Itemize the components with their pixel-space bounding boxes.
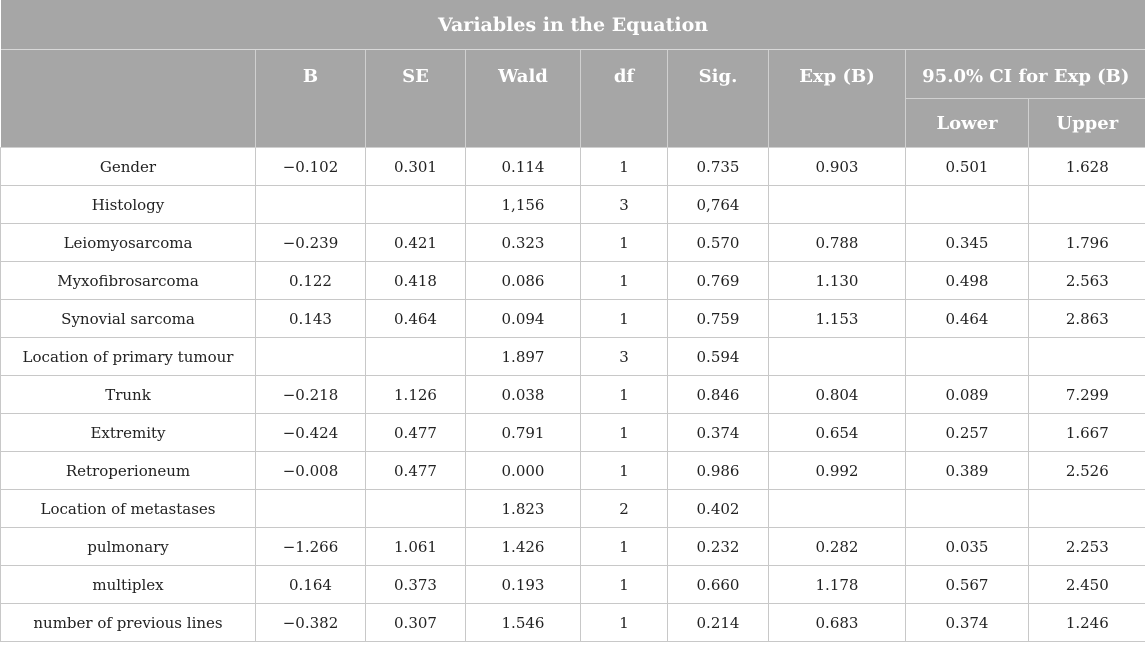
table-row (1, 376, 1145, 414)
table-row (1, 566, 1145, 604)
cell-df: 1 (581, 300, 668, 338)
cell-ci-upper (1029, 490, 1145, 528)
cell-ci-upper (1029, 186, 1145, 224)
header-b: B (256, 50, 366, 148)
cell-sig: 0.402 (668, 490, 769, 528)
cell-exp-b: 0.804 (769, 376, 906, 414)
cell-wald: 0.000 (466, 452, 581, 490)
table-row (1, 414, 1145, 452)
row-label: Trunk (1, 376, 256, 414)
cell-df: 1 (581, 528, 668, 566)
cell-se: 0.477 (366, 452, 466, 490)
cell-b: 0.164 (256, 566, 366, 604)
cell-exp-b: 0.683 (769, 604, 906, 642)
cell-se: 0.373 (366, 566, 466, 604)
cell-se: 0.307 (366, 604, 466, 642)
cell-wald: 0.114 (466, 148, 581, 186)
cell-ci-lower: 0.089 (906, 376, 1029, 414)
row-label: number of previous lines (1, 604, 256, 642)
cell-se (366, 338, 466, 376)
cell-b (256, 338, 366, 376)
cell-wald: 1.426 (466, 528, 581, 566)
cell-df: 1 (581, 148, 668, 186)
cell-sig: 0.232 (668, 528, 769, 566)
header-ci-upper: Upper (1029, 99, 1145, 148)
cell-df: 3 (581, 338, 668, 376)
cell-b: −0.382 (256, 604, 366, 642)
row-label: Location of metastases (1, 490, 256, 528)
cell-wald: 0.038 (466, 376, 581, 414)
cell-wald: 1,156 (466, 186, 581, 224)
cell-sig: 0.374 (668, 414, 769, 452)
cell-wald: 0.791 (466, 414, 581, 452)
cell-exp-b (769, 338, 906, 376)
cell-se: 1.126 (366, 376, 466, 414)
cell-ci-lower (906, 338, 1029, 376)
cell-sig: 0.735 (668, 148, 769, 186)
cell-ci-lower: 0.464 (906, 300, 1029, 338)
cell-ci-upper: 1.796 (1029, 224, 1145, 262)
cell-ci-lower: 0.501 (906, 148, 1029, 186)
row-label: Extremity (1, 414, 256, 452)
cell-ci-lower: 0.345 (906, 224, 1029, 262)
cell-wald: 1.546 (466, 604, 581, 642)
cell-exp-b: 0.282 (769, 528, 906, 566)
cell-b: 0.122 (256, 262, 366, 300)
table-row (1, 300, 1145, 338)
cell-exp-b (769, 186, 906, 224)
cell-df: 1 (581, 566, 668, 604)
cell-df: 1 (581, 452, 668, 490)
row-label: Myxofibrosarcoma (1, 262, 256, 300)
table-row (1, 148, 1145, 186)
cell-ci-lower: 0.498 (906, 262, 1029, 300)
cell-ci-lower: 0.257 (906, 414, 1029, 452)
cell-sig: 0.660 (668, 566, 769, 604)
cell-ci-upper: 7.299 (1029, 376, 1145, 414)
cell-b: 0.143 (256, 300, 366, 338)
header-blank (1, 50, 256, 148)
cell-ci-upper (1029, 338, 1145, 376)
cell-se: 0.477 (366, 414, 466, 452)
row-label: Location of primary tumour (1, 338, 256, 376)
cell-exp-b: 0.788 (769, 224, 906, 262)
cell-df: 1 (581, 262, 668, 300)
header-df: df (581, 50, 668, 148)
cell-df: 2 (581, 490, 668, 528)
cell-exp-b: 1.153 (769, 300, 906, 338)
cell-b (256, 490, 366, 528)
cell-se (366, 490, 466, 528)
row-label: pulmonary (1, 528, 256, 566)
cell-ci-lower (906, 186, 1029, 224)
table-row (1, 528, 1145, 566)
cell-se: 0.421 (366, 224, 466, 262)
cell-ci-lower: 0.567 (906, 566, 1029, 604)
cell-ci-lower: 0.035 (906, 528, 1029, 566)
header-exp-b: Exp (B) (769, 50, 906, 148)
cell-ci-lower: 0.389 (906, 452, 1029, 490)
cell-wald: 0.094 (466, 300, 581, 338)
table-row (1, 338, 1145, 376)
header-ci-group: 95.0% CI for Exp (B) (906, 50, 1145, 99)
cell-sig: 0.570 (668, 224, 769, 262)
header-ci-lower: Lower (906, 99, 1029, 148)
cell-sig: 0.846 (668, 376, 769, 414)
cell-exp-b: 1.178 (769, 566, 906, 604)
cell-df: 3 (581, 186, 668, 224)
cell-se: 0.301 (366, 148, 466, 186)
cell-exp-b: 0.654 (769, 414, 906, 452)
cell-df: 1 (581, 376, 668, 414)
cell-se: 0.464 (366, 300, 466, 338)
cell-exp-b (769, 490, 906, 528)
cell-wald: 0.323 (466, 224, 581, 262)
cell-df: 1 (581, 604, 668, 642)
header-se: SE (366, 50, 466, 148)
cell-b: −0.102 (256, 148, 366, 186)
row-label: Histology (1, 186, 256, 224)
cell-ci-upper: 2.526 (1029, 452, 1145, 490)
cell-exp-b: 0.992 (769, 452, 906, 490)
cell-sig: 0,764 (668, 186, 769, 224)
header-wald: Wald (466, 50, 581, 148)
header-sig: Sig. (668, 50, 769, 148)
cell-se (366, 186, 466, 224)
cell-df: 1 (581, 414, 668, 452)
cell-ci-lower: 0.374 (906, 604, 1029, 642)
cell-ci-upper: 2.563 (1029, 262, 1145, 300)
table-row (1, 452, 1145, 490)
cell-sig: 0.986 (668, 452, 769, 490)
row-label: multiplex (1, 566, 256, 604)
table-row (1, 490, 1145, 528)
cell-wald: 1.897 (466, 338, 581, 376)
cell-exp-b: 0.903 (769, 148, 906, 186)
row-label: Gender (1, 148, 256, 186)
table-row (1, 186, 1145, 224)
cell-wald: 1.823 (466, 490, 581, 528)
cell-ci-upper: 2.253 (1029, 528, 1145, 566)
cell-b: −0.239 (256, 224, 366, 262)
table-row (1, 224, 1145, 262)
cell-ci-upper: 1.246 (1029, 604, 1145, 642)
row-label: Synovial sarcoma (1, 300, 256, 338)
cell-sig: 0.759 (668, 300, 769, 338)
cell-b (256, 186, 366, 224)
row-label: Retroperioneum (1, 452, 256, 490)
table-title: Variables in the Equation (1, 0, 1145, 50)
cell-sig: 0.769 (668, 262, 769, 300)
cell-exp-b: 1.130 (769, 262, 906, 300)
cell-ci-lower (906, 490, 1029, 528)
cell-b: −0.008 (256, 452, 366, 490)
cell-sig: 0.214 (668, 604, 769, 642)
cell-df: 1 (581, 224, 668, 262)
cell-ci-upper: 2.450 (1029, 566, 1145, 604)
cell-ci-upper: 1.628 (1029, 148, 1145, 186)
row-label: Leiomyosarcoma (1, 224, 256, 262)
cell-se: 0.418 (366, 262, 466, 300)
cell-b: −1.266 (256, 528, 366, 566)
cell-b: −0.424 (256, 414, 366, 452)
table-row (1, 604, 1145, 642)
cell-wald: 0.193 (466, 566, 581, 604)
table-row (1, 262, 1145, 300)
cell-ci-upper: 1.667 (1029, 414, 1145, 452)
cell-sig: 0.594 (668, 338, 769, 376)
cell-wald: 0.086 (466, 262, 581, 300)
cell-ci-upper: 2.863 (1029, 300, 1145, 338)
cell-b: −0.218 (256, 376, 366, 414)
cell-se: 1.061 (366, 528, 466, 566)
